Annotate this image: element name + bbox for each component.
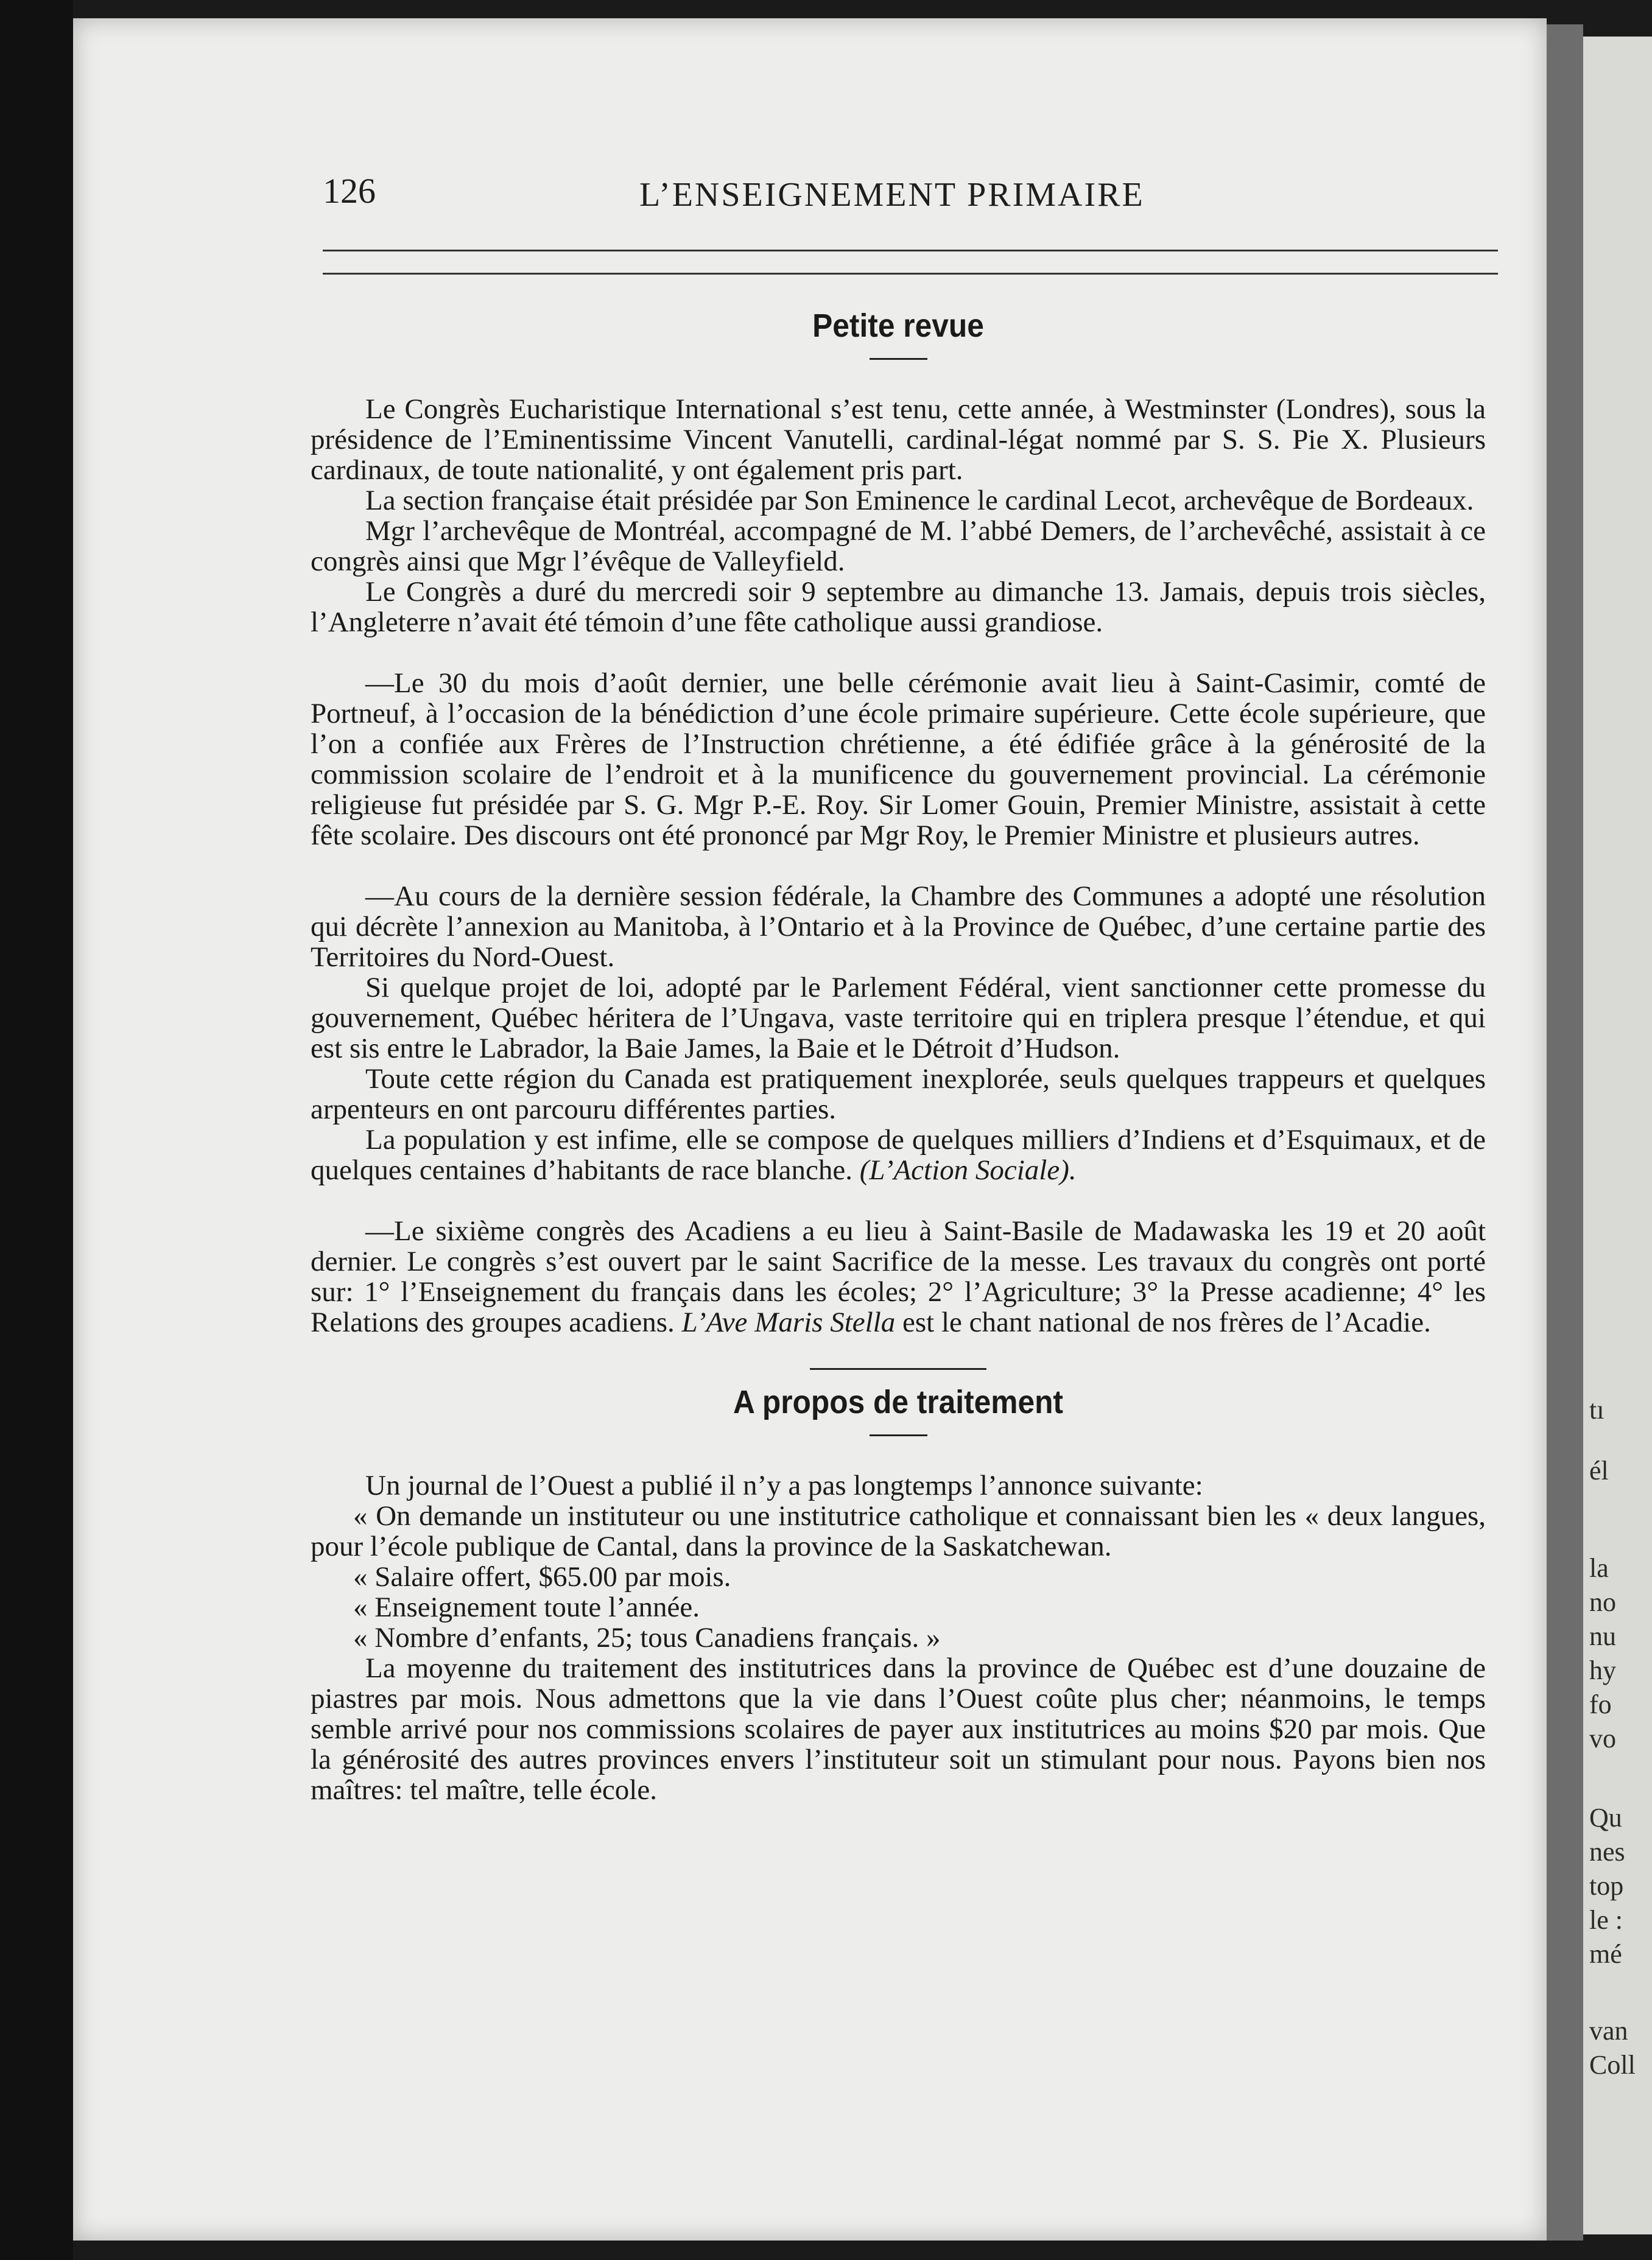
adjacent-page-fragment: vo xyxy=(1589,1724,1616,1753)
paragraph: Le Congrès a duré du mercredi soir 9 septembre au dimanche 13. Jamais, depuis trois siècles, l’Angleterre n’avait été témoin d’une fête catholique aussi grandiose. xyxy=(311,576,1486,638)
advertisement-quote: « Enseignement toute l’année. xyxy=(353,1591,700,1623)
paragraph: —Le 30 du mois d’août dernier, une belle cérémonie avait lieu à Saint-Casimir, comté de Portneuf, à l’occasion de la bénédiction d’une école primaire supérieure. Cette école supérieure, que l’on a confiée aux Frères de l’Instruction chrétienne, a été édifiée grâce à la générosité de la commission scolaire de l’endroit et à la munificence du gouvernement provincial. La cérémonie religieuse fut présidée par S. G. Mgr P.-E. Roy. Sir Lomer Gouin, Premier Ministre, assistait à cette fête scolaire. Des discours ont été prononcé par Mgr Roy, le Premier Ministre et plusieurs autres. xyxy=(311,667,1486,851)
paragraph-text: est le chant national de nos frères de l’Acadie. xyxy=(902,1307,1431,1338)
paragraph-gap xyxy=(311,851,1486,881)
adjacent-page-fragment: fo xyxy=(1589,1690,1612,1719)
paragraph: Si quelque projet de loi, adopté par le Parlement Fédéral, vient sanctionner cette promesse du gouvernement, Québec héritera de l’Ungava, vaste territoire qui en triplera presque l’étendue, et qui est sis entre le Labrador, la Baie James, la Baie et le Détroit d’Hudson. xyxy=(311,972,1486,1064)
article-body xyxy=(311,304,1486,1805)
source-citation: (L’Action Sociale). xyxy=(859,1154,1077,1186)
running-title: L’ENSEIGNEMENT PRIMAIRE xyxy=(639,176,1145,214)
adjacent-page-fragment: nu xyxy=(1589,1621,1616,1651)
adjacent-page-fragment: la xyxy=(1589,1553,1609,1583)
paragraph: —Au cours de la dernière session fédérale, la Chambre des Communes a adopté une résolution qui décrète l’annexion au Manitoba, à l’Ontario et à la Province de Québec, d’une certaine partie des Territoires du Nord-Ouest. xyxy=(311,880,1486,973)
section-title-petite-revue: Petite revue xyxy=(812,307,984,344)
adjacent-page-fragment: mé xyxy=(1589,1939,1622,1969)
paragraph xyxy=(311,1125,1486,1185)
title-divider xyxy=(870,1434,927,1436)
header-rule-bottom xyxy=(323,273,1498,275)
advertisement-quote: « Salaire offert, $65.00 par mois. xyxy=(353,1561,731,1593)
adjacent-page-fragment: van xyxy=(1589,2016,1628,2046)
paragraph xyxy=(311,1216,1486,1338)
adjacent-page-fragment: Qu xyxy=(1589,1803,1622,1833)
adjacent-page-fragment: le : xyxy=(1589,1905,1623,1935)
paragraph: La section française était présidée par Son Eminence le cardinal Lecot, archevêque de Bordeaux. xyxy=(365,485,1474,516)
hymn-title: L’Ave Maris Stella xyxy=(681,1307,896,1338)
adjacent-page-fragment: no xyxy=(1589,1587,1616,1617)
adjacent-page-fragment: Coll xyxy=(1589,2050,1636,2080)
advertisement-quote: « Nombre d’enfants, 25; tous Canadiens français. » xyxy=(353,1622,941,1654)
paragraph: La moyenne du traitement des institutrices dans la province de Québec est d’une douzaine de piastres par mois. Nous admettons que la vie dans l’Ouest coûte plus cher; néanmoins, le temps semble arrivé pour nos commissions scolaires de payer aux institutrices au moins $20 par mois. Que la générosité des autres provinces envers l’instituteur soit un stimulant pour nous. Payons bien nos maîtres: tel maître, telle école. xyxy=(311,1652,1486,1806)
adjacent-page-edge xyxy=(1583,37,1652,2234)
paragraph: Toute cette région du Canada est pratiquement inexplorée, seuls quelques trappeurs et quelques arpenteurs en ont parcouru différentes parties. xyxy=(311,1063,1486,1125)
paragraph: Le Congrès Eucharistique International s’est tenu, cette année, à Westminster (Londres), sous la présidence de l’Eminentissime Vincent Vanutelli, cardinal-légat nommé par S. S. Pie X. Plusieurs cardinaux, de toute nationalité, y ont également pris part. xyxy=(311,393,1486,486)
paragraph-text: La population y est infime, elle se compose de quelques milliers d’Indiens et d’Esquimaux, et de quelques centaines d’habitants de race blanche. xyxy=(311,1124,1486,1186)
paragraph: Un journal de l’Ouest a publié il n’y a pas longtemps l’annonce suivante: xyxy=(365,1470,1203,1501)
adjacent-page-fragment: top xyxy=(1589,1871,1624,1901)
adjacent-page-fragment: hy xyxy=(1589,1655,1616,1685)
title-divider xyxy=(870,358,927,360)
adjacent-page-fragment: él xyxy=(1589,1456,1609,1486)
section-title-traitement: A propos de traitement xyxy=(733,1384,1063,1420)
page-header xyxy=(323,170,1498,225)
paragraph-text: —Le sixième congrès des Acadiens a eu lieu à Saint-Basile de Madawaska les 19 et 20 août dernier. Le congrès s’est ouvert par le saint Sacrifice de la messe. Les travaux du congrès ont porté sur: 1° l’Enseignement du français dans les écoles; 2° l’Agriculture; 3° la Presse acadienne; 4° les Relations des groupes acadiens. xyxy=(311,1215,1486,1338)
adjacent-page-fragment: tı xyxy=(1589,1395,1605,1425)
paragraph-gap xyxy=(311,637,1486,668)
paragraph: Mgr l’archevêque de Montréal, accompagné de M. l’abbé Demers, de l’archevêché, assistait à ce congrès ainsi que Mgr l’évêque de Valleyfield. xyxy=(311,515,1486,577)
book-spine xyxy=(1547,24,1583,2241)
section-divider xyxy=(810,1368,986,1370)
advertisement-quote: « On demande un instituteur ou une institutrice catholique et connaissant bien les « deux langues, pour l’école publique de Cantal, dans la province de la Saskatchewan. xyxy=(311,1500,1486,1562)
paragraph-gap xyxy=(311,1185,1486,1216)
page-number: 126 xyxy=(323,171,376,211)
adjacent-page-fragment: nes xyxy=(1589,1837,1625,1867)
header-rule-top xyxy=(323,250,1498,251)
scanner-frame-left xyxy=(0,0,73,2260)
